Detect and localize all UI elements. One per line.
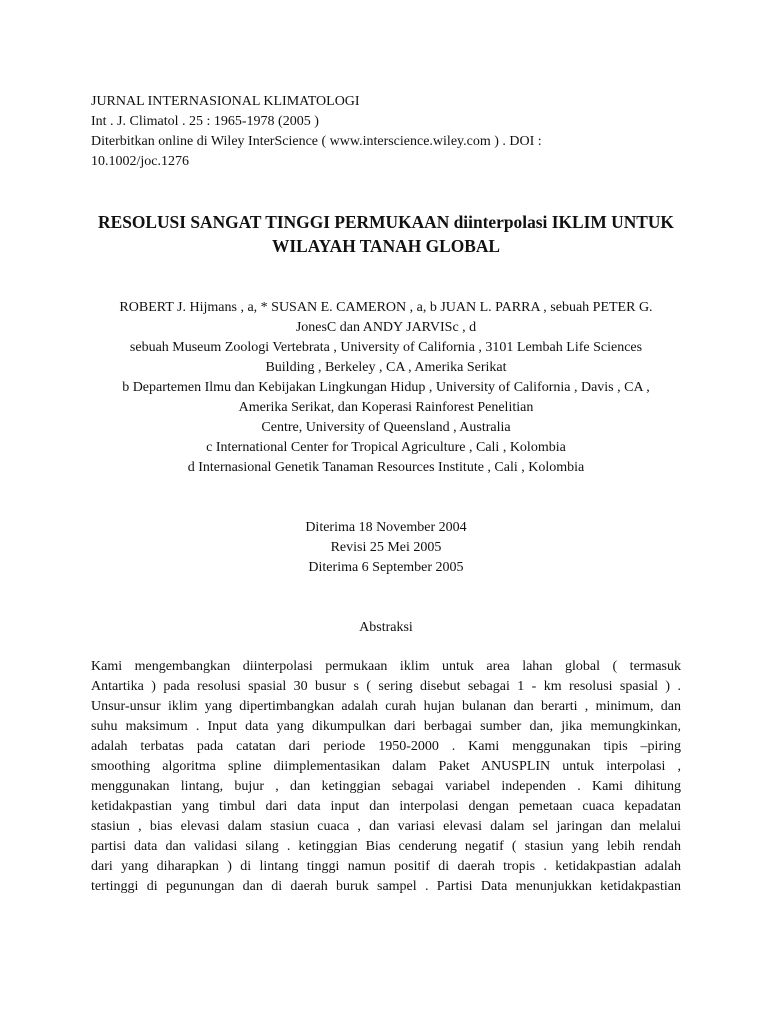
abstract-heading: Abstraksi — [359, 620, 413, 635]
paper-title — [91, 210, 681, 258]
submission-dates — [91, 518, 681, 578]
abstract-line: Antartika ) pada resolusi spasial 30 busur s ( sering disebut sebagai 1 - km resolusi spasial ) . — [91, 679, 681, 694]
abstract-line: Kami mengembangkan diinterpolasi permukaan iklim untuk area lahan global ( termasuk — [91, 659, 681, 674]
document-page — [91, 92, 681, 897]
revised-date: Revisi 25 Mei 2005 — [330, 540, 442, 555]
journal-citation: Int . J. Climatol . 25 : 1965-1978 (2005 ) — [91, 114, 319, 129]
abstract-line: partisi data dan validasi silang . ketinggian Bias cenderung negatif ( stasiun yang lebih rendah — [91, 839, 681, 854]
abstract-line: dari yang diharapkan ) di lintang tinggi namun positif di daerah tropis . ketidakpastian adalah — [91, 859, 681, 874]
title-line: RESOLUSI SANGAT TINGGI PERMUKAAN diinterpolasi IKLIM UNTUK — [98, 212, 674, 232]
author-affiliations — [91, 298, 681, 478]
abstract-line: adalah terbatas pada catatan dari periode 1950-2000 . Kami menggunakan tipis –piring — [91, 739, 681, 754]
affiliation-line: Centre, University of Queensland , Australia — [261, 420, 511, 435]
doi: 10.1002/joc.1276 — [91, 154, 189, 169]
affiliation-line: d Internasional Genetik Tanaman Resources Institute , Cali , Kolombia — [187, 460, 585, 475]
abstract-line: stasiun , bias elevasi dalam stasiun cuaca , dan variasi elevasi dalam sel jaringan dan melalui — [91, 819, 681, 834]
journal-name: JURNAL INTERNASIONAL KLIMATOLOGI — [91, 94, 360, 109]
abstract-line: menggunakan lintang, bujur , dan ketinggian sebagai variabel independen . Kami dihitung — [91, 779, 681, 794]
received-date: Diterima 18 November 2004 — [305, 520, 467, 535]
abstract-body — [91, 657, 681, 897]
journal-header — [91, 92, 681, 172]
abstract-line: ketidakpastian yang timbul dari data input dan interpolasi dengan pemetaan cuaca kepadatan — [91, 799, 681, 814]
affiliation-line: Amerika Serikat, dan Koperasi Rainforest Penelitian — [238, 400, 534, 415]
affiliation-line: b Departemen Ilmu dan Kebijakan Lingkungan Hidup , University of California , Davis , CA , — [122, 380, 650, 395]
affiliation-line: Building , Berkeley , CA , Amerika Serikat — [265, 360, 507, 375]
title-line: WILAYAH TANAH GLOBAL — [271, 236, 501, 256]
author-line: JonesC dan ANDY JARVISc , d — [295, 320, 477, 335]
author-line: ROBERT J. Hijmans , a, * SUSAN E. CAMERON , a, b JUAN L. PARRA , sebuah PETER G. — [119, 300, 653, 315]
accepted-date: Diterima 6 September 2005 — [308, 560, 464, 575]
affiliation-line: c International Center for Tropical Agriculture , Cali , Kolombia — [206, 440, 566, 455]
abstract-line: tertinggi di pegunungan dan di daerah buruk sampel . Partisi Data menunjukkan ketidakpastian — [91, 879, 681, 894]
abstract-line: suhu maksimum . Input data yang dikumpulkan dari berbagai sumber dan, jika memungkinkan, — [91, 719, 681, 734]
affiliation-line: sebuah Museum Zoologi Vertebrata , University of California , 3101 Lembah Life Sciences — [129, 340, 643, 355]
abstract-line: smoothing algoritma spline diimplementasikan dalam Paket ANUSPLIN untuk interpolasi , — [91, 759, 681, 774]
abstract-line: Unsur-unsur iklim yang dipertimbangkan adalah curah hujan bulanan dan berarti , minimum, dan — [91, 699, 681, 714]
publication-info: Diterbitkan online di Wiley InterScience ( www.interscience.wiley.com ) . DOI : — [91, 134, 542, 149]
